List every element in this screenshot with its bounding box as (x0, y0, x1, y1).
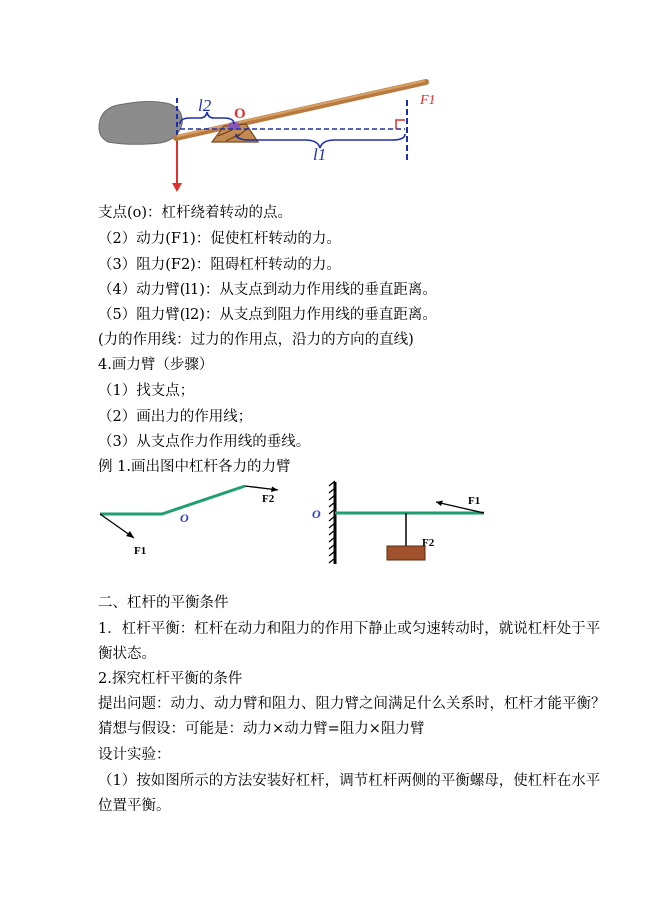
label-l2: l2 (198, 96, 212, 115)
steps-heading: 4.画力臂（步骤） (98, 357, 214, 373)
section2-heading: 二、杠杆的平衡条件 (98, 595, 229, 611)
example-1: 例 1.画出图中杠杆各力的力臂 (98, 459, 291, 475)
explore-heading: 2.探究杠杆平衡的条件 (98, 671, 243, 687)
right-lever-diagram (312, 481, 484, 564)
right-f1-arrow-head (436, 501, 443, 507)
def-resistance-arm: （5）阻力臂(l2)：从支点到阻力作用线的垂直距离。 (98, 307, 437, 323)
balance-def-line1: 1．杠杆平衡：杠杆在动力和阻力的作用下静止或匀速转动时，就说杠杆处于平 (98, 621, 601, 637)
left-lever-diagram (100, 486, 278, 557)
crowbar-stick-highlight (178, 81, 424, 136)
right-f2-label: F2 (422, 537, 435, 549)
f2-arrow-head (172, 183, 182, 192)
design-heading: 设计实验： (98, 747, 171, 763)
balance-def-line2: 衡状态。 (98, 646, 156, 662)
label-o-fulcrum: O (234, 106, 246, 122)
step-install-line1: （1）按如图所示的方法安装好杠杆，调节杠杆两侧的平衡螺母，使杠杆在水平 (98, 773, 601, 789)
label-l1: l1 (313, 145, 327, 164)
left-f1-arrow-head (126, 531, 134, 538)
right-o-label: O (312, 507, 321, 521)
step-2: （2）画出力的作用线； (98, 409, 253, 425)
rock-shape (99, 102, 182, 145)
right-f1-label: F1 (468, 495, 481, 507)
def-line-of-action: (力的作用线：过力的作用点，沿力的方向的直线) (98, 332, 414, 348)
left-o-label: O (180, 511, 189, 525)
figure-crowbar-lever (0, 0, 650, 200)
figure-example-levers (0, 478, 650, 588)
left-lever-bar (100, 486, 245, 514)
hypothesis-line: 猜想与假设：可能是：动力×动力臂=阻力×阻力臂 (98, 721, 425, 737)
weight-block (387, 546, 425, 560)
step-install-line2: 位置平衡。 (98, 798, 171, 814)
def-resistance: （3）阻力(F2)：阻碍杠杆转动的力。 (98, 257, 341, 273)
right-angle-mark (396, 120, 405, 129)
left-f1-label: F1 (134, 545, 147, 557)
question-line: 提出问题：动力、动力臂和阻力、阻力臂之间满足什么关系时，杠杆才能平衡？ (98, 696, 606, 712)
def-effort: （2）动力(F1)：促使杠杆转动的力。 (98, 231, 341, 247)
label-f1: F1 (420, 93, 436, 108)
def-effort-arm: （4）动力臂(l1)：从支点到动力作用线的垂直距离。 (98, 282, 437, 298)
step-1: （1）找支点； (98, 383, 195, 399)
step-3: （3）从支点作力作用线的垂线。 (98, 434, 311, 450)
def-fulcrum: 支点(o)：杠杆绕着转动的点。 (98, 205, 293, 221)
left-f2-label: F2 (262, 493, 275, 505)
